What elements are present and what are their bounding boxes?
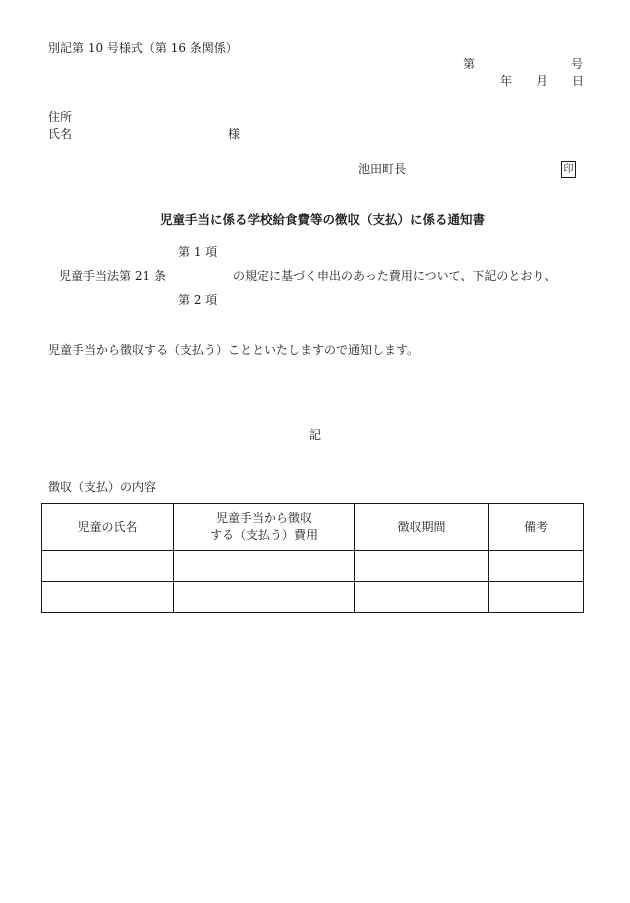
ki-heading: 記 — [309, 428, 322, 442]
cell-period — [355, 582, 489, 613]
collection-table — [41, 503, 584, 613]
date-day: 日 — [572, 74, 585, 88]
cell-period — [355, 551, 489, 582]
body-line-1: の規定に基づく申出のあった費用について、下記のとおり、 — [233, 269, 557, 283]
paragraph-option-2: 第 2 項 — [178, 293, 218, 307]
cell-child-name — [42, 551, 174, 582]
address-label: 住所 — [48, 110, 73, 124]
header-period: 徴収期間 — [355, 504, 489, 551]
cell-remarks — [489, 551, 584, 582]
body-line-2: 児童手当から徴収する（支払う）ことといたしますので通知します。 — [48, 343, 420, 357]
form-reference: 別記第 10 号様式（第 16 条関係） — [48, 41, 238, 55]
header-remarks: 備考 — [489, 504, 584, 551]
official-seal: 印 — [561, 161, 576, 178]
table-row — [42, 582, 584, 613]
cell-amount — [174, 551, 355, 582]
table-row — [42, 551, 584, 582]
cell-amount — [174, 582, 355, 613]
date-month: 月 — [536, 74, 549, 88]
cell-remarks — [489, 582, 584, 613]
name-label: 氏名 — [48, 127, 73, 141]
issuer-title: 池田町長 — [358, 162, 407, 176]
number-suffix: 号 — [571, 57, 584, 71]
header-amount-line-2: する（支払う）費用 — [209, 528, 318, 542]
law-reference: 児童手当法第 21 条 — [59, 269, 166, 283]
cell-child-name — [42, 582, 174, 613]
number-prefix: 第 — [463, 57, 476, 71]
paragraph-option-1: 第 1 項 — [178, 245, 218, 259]
header-amount-line-1: 児童手当から徴収 — [215, 511, 312, 525]
date-year: 年 — [500, 74, 513, 88]
honorific: 様 — [228, 127, 241, 141]
table-header-row — [42, 504, 584, 551]
header-amount — [174, 504, 355, 551]
document-title: 児童手当に係る学校給食費等の徴収（支払）に係る通知書 — [160, 212, 486, 227]
header-child-name: 児童の氏名 — [42, 504, 174, 551]
section-title: 徴収（支払）の内容 — [48, 480, 157, 494]
